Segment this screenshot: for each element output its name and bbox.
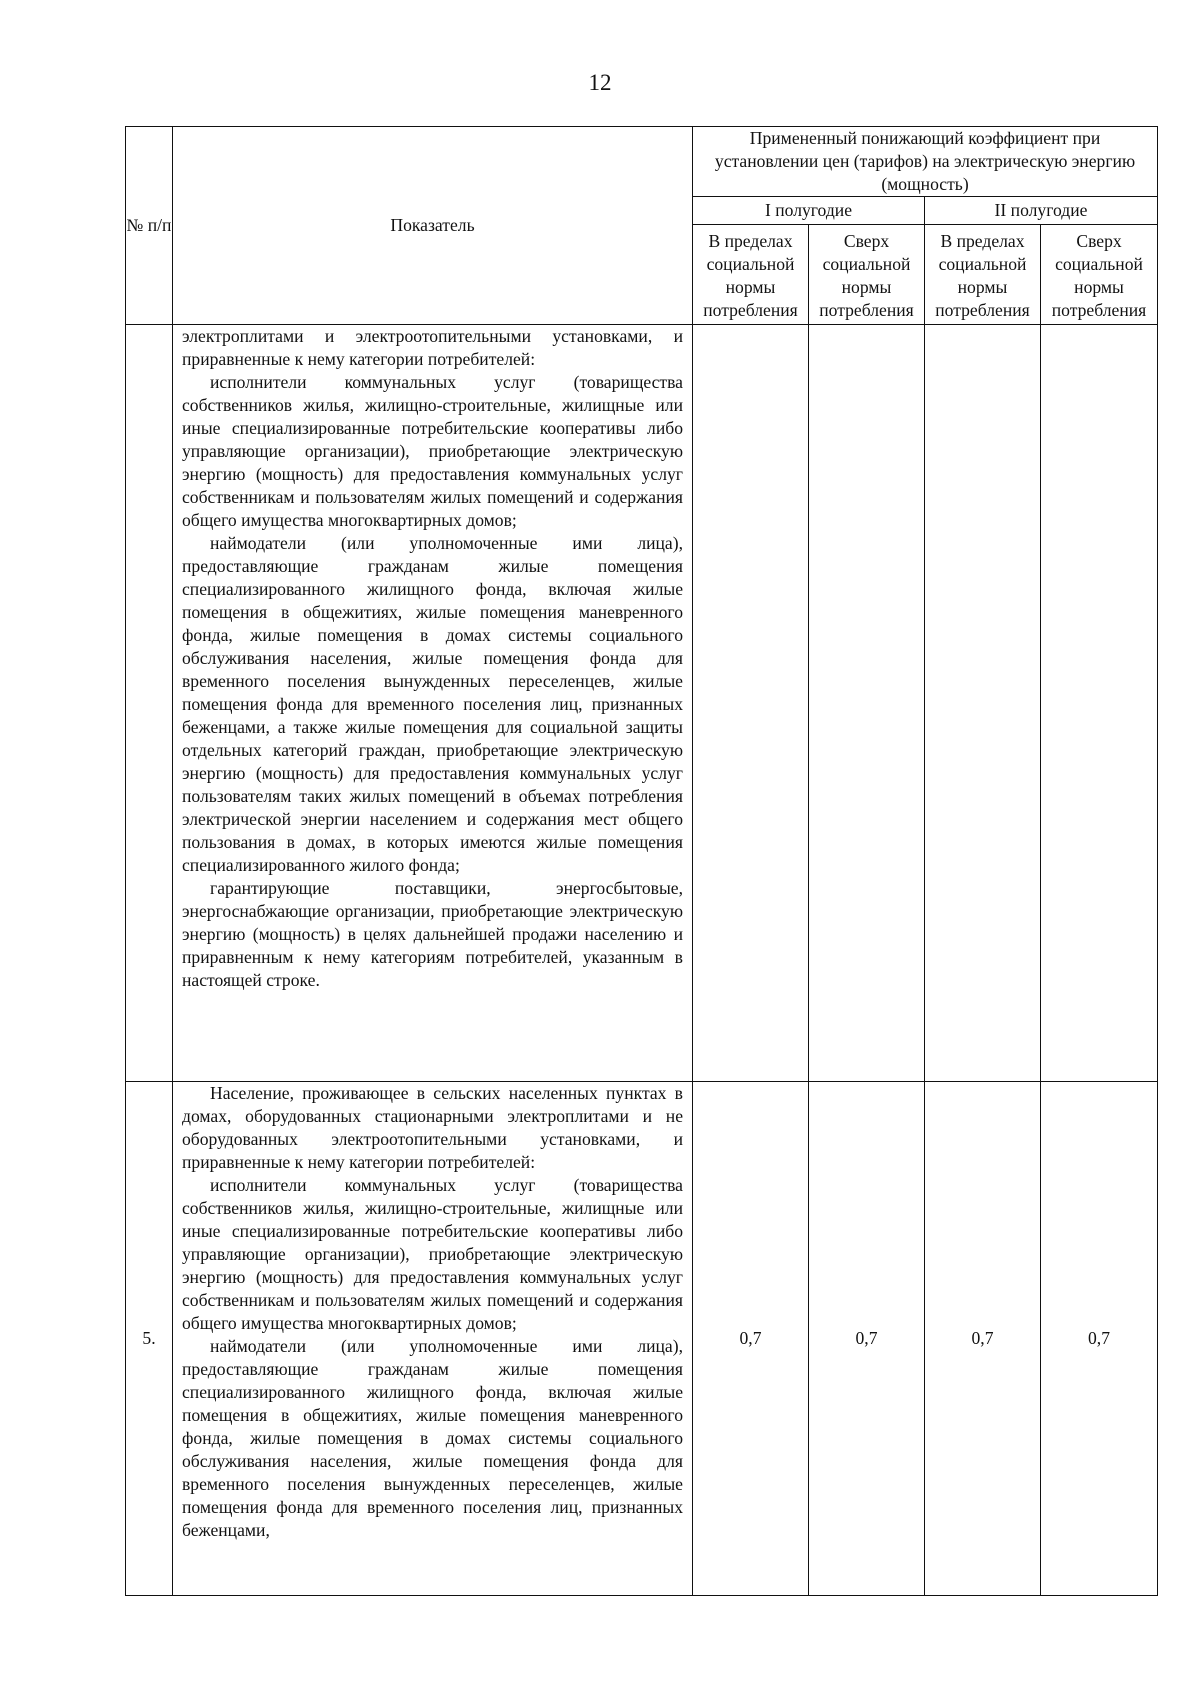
header-half-2: II полугодие [925, 197, 1158, 225]
header-h2-within: В пределах социальной нормы потребления [925, 225, 1041, 325]
header-half-1: I полугодие [693, 197, 925, 225]
header-number: № п/п [126, 127, 173, 325]
indicator-paragraph: наймодатели (или уполномоченные ими лица), предоставляющие гражданам жилые помещения специализированного жилищного фонда, включая жилые помещения в общежитиях, жилые помещения маневренного фонда, жилые помещения в домах системы социального обслуживания населения, жилые помещения фонда для временного поселения вынужденных переселенцев, жилые помещения фонда для временного поселения лиц, признанных беженцами, а также жилые помещения для социальной защиты отдельных категорий граждан, приобретающие электрическую энергию (мощность) для предоставления коммунальных услуг пользователям таких жилых помещений в объемах потребления электрической энергии населением и содержания мест общего пользования в домах, в которых имеются жилые помещения специализированного жилого фонда; [182, 533, 683, 875]
value-h2-above [1041, 325, 1158, 1082]
row-indicator [173, 325, 693, 1082]
row-indicator [173, 1082, 693, 1596]
indicator-paragraph: гарантирующие поставщики, энергосбытовые, энергоснабжающие организации, приобретающие электрическую энергию (мощность) в целях дальнейшей продажи населению и приравненным к нему категориям потребителей, указанным в настоящей строке. [182, 878, 683, 990]
value-h1-above: 0,7 [809, 1082, 925, 1596]
row-number: 5. [126, 1082, 173, 1596]
header-indicator: Показатель [173, 127, 693, 325]
value-h1-within [693, 325, 809, 1082]
header-h1-above: Сверх социальной нормы потребления [809, 225, 925, 325]
header-h2-above: Сверх социальной нормы потребления [1041, 225, 1158, 325]
value-h2-above: 0,7 [1041, 1082, 1158, 1596]
table-row [126, 325, 1158, 1082]
value-h2-within: 0,7 [925, 1082, 1041, 1596]
value-h1-within: 0,7 [693, 1082, 809, 1596]
indicator-paragraph: электроплитами и электроотопительными установками, и приравненные к нему категории потребителей: [182, 326, 683, 369]
page-number: 12 [588, 70, 612, 95]
coefficient-table [125, 126, 1158, 1596]
value-h1-above [809, 325, 925, 1082]
value-h2-within [925, 325, 1041, 1082]
header-h1-within: В пределах социальной нормы потребления [693, 225, 809, 325]
indicator-paragraph: исполнители коммунальных услуг (товарищества собственников жилья, жилищно-строительные, жилищные или иные специализированные потребительские кооперативы либо управляющие организации), приобретающие электрическую энергию (мощность) для предоставления коммунальных услуг собственникам и пользователям жилых помещений и содержания общего имущества многоквартирных домов; [182, 372, 683, 530]
header-coefficient: Примененный понижающий коэффициент при установлении цен (тарифов) на электрическую энергию (мощность) [693, 127, 1158, 197]
table-row [126, 1082, 1158, 1596]
indicator-paragraph: исполнители коммунальных услуг (товарищества собственников жилья, жилищно-строительные, жилищные или иные специализированные потребительские кооперативы либо управляющие организации), приобретающие электрическую энергию (мощность) для предоставления коммунальных услуг собственникам и пользователям жилых помещений и содержания общего имущества многоквартирных домов; [182, 1175, 683, 1333]
row-number [126, 325, 173, 1082]
indicator-paragraph: Население, проживающее в сельских населенных пунктах в домах, оборудованных стационарными электроплитами и не оборудованных электроотопительными установками, и приравненные к нему категории потребителей: [182, 1083, 683, 1172]
indicator-paragraph: наймодатели (или уполномоченные ими лица), предоставляющие гражданам жилые помещения специализированного жилищного фонда, включая жилые помещения в общежитиях, жилые помещения маневренного фонда, жилые помещения в домах системы социального обслуживания населения, жилые помещения фонда для временного поселения вынужденных переселенцев, жилые помещения фонда для временного поселения лиц, признанных беженцами, [182, 1336, 683, 1540]
